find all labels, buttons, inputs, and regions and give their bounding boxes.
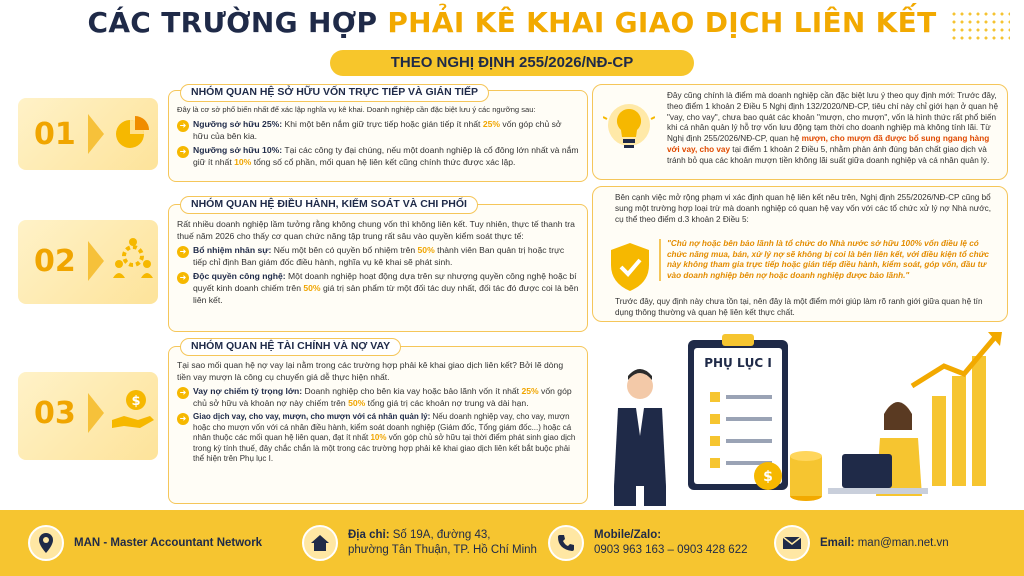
bullet-text: vốn góp chủ sở hữu tại thời điểm phát sinh giao dịch trong kỳ tính thuế, đây chắc chắn là một trong các trường hợp phải kê khai giao dịch liên kết bắt buộc phải thể hiện trên Phụ lục I. — [193, 433, 576, 463]
arrow-bullet-icon: ➜ — [177, 413, 189, 425]
bullet-item — [177, 271, 579, 306]
arrow-bullet-icon: ➜ — [177, 387, 189, 399]
arrow-right-icon — [88, 241, 104, 281]
email-label: Email: — [820, 536, 855, 549]
arrow-right-icon — [88, 393, 104, 433]
bullet-bold: Vay nợ chiếm tỷ trọng lớn: — [193, 386, 303, 397]
exclusion-intro: Bên cạnh việc mở rộng phạm vi xác định quan hệ liên kết nêu trên, Nghị định 255/2026/NĐ-CP cũng bổ sung một trường hợp loại trừ mà doanh nghiệp có quan hệ vay vốn với các tổ chức xử lý nợ Nhà nước, cụ thể theo điểm d.3 khoản 2 Điều 5: — [615, 193, 992, 224]
mail-icon — [774, 525, 810, 561]
arrow-bullet-icon: ➜ — [177, 146, 189, 158]
footer-phone — [548, 522, 747, 564]
section-card — [168, 346, 588, 504]
arrow-bullet-icon: ➜ — [177, 272, 189, 284]
phone-icon — [548, 525, 584, 561]
subtitle-band: THEO NGHỊ ĐỊNH 255/2026/NĐ-CP — [330, 50, 694, 76]
section-intro: Tại sao mối quan hệ nợ vay lại nằm trong các trường hợp phải kê khai giao dịch liên kết? Bởi lẽ dòng tiền vay mượn là công cụ chuyển giá dễ thực hiện nhất. — [177, 360, 564, 382]
email-link[interactable]: man@man.net.vn — [857, 536, 949, 549]
svg-text:$: $ — [131, 394, 141, 409]
bullet-text: Tại các công ty đại chúng, nếu một doanh nghiệp là cổ đông lớn nhất và nắm giữ ít nhất — [193, 145, 579, 167]
section-number: 02 — [34, 244, 76, 279]
section-heading: NHÓM QUAN HỆ SỞ HỮU VỐN TRỰC TIẾP VÀ GIÁN TIẾP — [180, 84, 489, 102]
bullet-text: thành viên Ban quản trị hoặc trực tiếp chỉ định Ban giám đốc điều hành, nghĩa vụ kê khai sẽ phát sinh. — [193, 245, 565, 267]
bullet-text: Nếu một bên có quyền bổ nhiệm trên — [271, 245, 418, 256]
bullet-highlight: 25% — [521, 386, 539, 397]
bullet-highlight: 25% — [482, 119, 501, 129]
bullet-text: vốn góp chủ sở hữu và khoản nợ này chiếm trên — [193, 386, 572, 408]
note-box-new-rule — [592, 84, 1008, 180]
people-network-icon — [110, 234, 156, 280]
bullet-bold: Ngưỡng sở hữu 10%: — [193, 145, 283, 156]
section-card — [168, 204, 588, 332]
bullet-text: tổng giá trị các khoản nợ trung và dài hạn. — [365, 397, 529, 408]
footer-email — [774, 522, 949, 564]
title-part-1: CÁC TRƯỜNG HỢP — [87, 6, 378, 39]
lightbulb-icon — [603, 99, 655, 159]
note-text-part: tại điểm 1 khoản 2 Điều 5, nhằm phản ánh đúng bản chất giao dịch và tránh bỏ qua các khoản mượn tiền không lãi suất giữa doanh nghiệp và cá nhân quản lý. — [667, 144, 990, 165]
page-title — [0, 6, 1024, 39]
bullet-text: Một doanh nghiệp hoạt động dựa trên sự nhượng quyền công nghệ hoặc bí quyết kinh doanh chiếm trên — [193, 271, 577, 293]
section-02 — [18, 196, 578, 334]
bullet-bold: Ngưỡng sở hữu 25%: — [193, 119, 283, 129]
brand-name: MAN - Master Accountant Network — [74, 536, 263, 549]
note-text-part: Đây cũng chính là điểm mà doanh nghiệp cần đặc biệt lưu ý theo quy định mới: Trước đây, theo điểm 1 khoản 2 Điều 5 Nghị định 132/2020/NĐ-CP, tiêu chí này chỉ giới hạn ở quan hệ "vay, cho vay", chưa bao quát các khoản "mượn, cho mượn", vốn là hình thức rất phổ biến khi cá nhân quản lý hỗ trợ vốn lưu động tạm thời cho doanh nghiệp mà không tính lãi. Từ Nghị định 255/2026/NĐ-CP, quan hệ — [667, 91, 999, 144]
title-part-2: PHẢI KÊ KHAI GIAO DỊCH LIÊN KẾT — [387, 6, 937, 39]
bullet-highlight: 10% — [370, 433, 387, 443]
arrow-bullet-icon: ➜ — [177, 246, 189, 258]
bullet-bold: Giao dịch vay, cho vay, mượn, cho mượn với cá nhân quản lý: — [193, 412, 431, 422]
bullet-bold: Bổ nhiệm nhân sự: — [193, 245, 272, 256]
bullet-text: vốn góp chủ sở hữu của bên kia. — [193, 119, 562, 141]
illustration — [592, 326, 1012, 508]
section-heading: NHÓM QUAN HỆ ĐIỀU HÀNH, KIỂM SOÁT VÀ CHI PHỐI — [180, 196, 478, 214]
note-text — [667, 91, 1001, 167]
bullet-text: tổng số cổ phần, mối quan hệ liên kết cũng chính thức được xác lập. — [251, 156, 516, 167]
bullet-item — [177, 245, 579, 268]
bullet-highlight: 50% — [348, 397, 366, 408]
bullet-item — [177, 119, 579, 142]
section-03 — [18, 338, 578, 504]
address-line-1: Số 19A, đường 43, — [392, 529, 491, 541]
bullet-text: giá trị sản phẩm từ một đối tác duy nhất, đối tác đó được coi là bên liên kết. — [193, 282, 579, 305]
home-icon — [302, 525, 338, 561]
bullet-item — [177, 145, 579, 168]
arrow-bullet-icon: ➜ — [177, 120, 189, 132]
svg-text:$: $ — [763, 469, 773, 485]
section-card — [168, 90, 588, 182]
section-01 — [18, 84, 578, 184]
section-intro: Rất nhiều doanh nghiệp lầm tưởng rằng không chung vốn thì không liên kết. Tuy nhiên, thực tế thanh tra thuế năm 2026 cho thấy cơ quan chức năng tập trung rất sâu vào quyền kiểm soát thực tế: — [177, 219, 575, 241]
address-label: Địa chỉ: — [348, 529, 390, 541]
bullet-highlight: 50% — [417, 245, 435, 256]
business-illustration — [592, 326, 1012, 508]
clipboard-title: PHỤ LỤC I — [704, 356, 772, 370]
note-box-exclusion — [592, 186, 1008, 322]
bullet-bold: Độc quyền công nghệ: — [193, 271, 286, 282]
pie-chart-icon — [110, 110, 156, 156]
bullet-highlight: 10% — [234, 156, 252, 167]
note-highlight: mượn, cho mượn đã được bổ sung ngang hàng với vay, cho vay — [667, 134, 990, 154]
location-pin-icon — [28, 525, 64, 561]
footer-brand — [28, 522, 262, 564]
exclusion-quote: "Chủ nợ hoặc bên bảo lãnh là tổ chức do Nhà nước sở hữu 100% vốn điều lệ có chức năng mua, bán, xử lý nợ sẽ không bị coi là bên liên kết, với điều kiện tổ chức này không tham gia trực tiếp hoặc gián tiếp điều hành, kiểm soát, góp vốn, đầu tư vào doanh nghiệp bên nợ hoặc doanh nghiệp được bảo lãnh." — [659, 239, 995, 281]
section-number: 03 — [34, 396, 76, 431]
footer-address — [302, 522, 537, 564]
shield-check-icon — [607, 241, 653, 293]
bullet-item — [177, 386, 579, 409]
bullet-text: Khi một bên nắm giữ trực tiếp hoặc gián tiếp ít nhất — [282, 119, 483, 129]
bullet-item — [177, 412, 579, 464]
phone-value[interactable]: 0903 963 163 – 0903 428 622 — [594, 544, 748, 556]
bullet-text: Doanh nghiệp cho bên kia vay hoặc bảo lãnh vốn ít nhất — [302, 386, 522, 397]
exclusion-outro: Trước đây, quy định này chưa tồn tại, nên đây là một điểm mới giúp làm rõ ranh giới giữa quan hệ tín dụng thông thường và quan hệ liên kết thực chất. — [615, 297, 983, 317]
address-line-2: phường Tân Thuận, TP. Hồ Chí Minh — [348, 544, 537, 556]
bullet-highlight: 50% — [303, 282, 321, 293]
section-intro: Đây là cơ sở phổ biến nhất để xác lập nghĩa vụ kê khai. Doanh nghiệp cần đặc biệt lưu ý các ngưỡng sau: — [177, 105, 536, 114]
hand-coin-icon — [110, 386, 156, 432]
footer — [0, 510, 1024, 576]
section-number: 01 — [34, 117, 76, 152]
section-heading: NHÓM QUAN HỆ TÀI CHÍNH VÀ NỢ VAY — [180, 338, 401, 356]
phone-label: Mobile/Zalo: — [594, 529, 662, 541]
arrow-right-icon — [88, 114, 104, 154]
bullet-text: Nếu doanh nghiệp vay, cho vay, mượn hoặc cho mượn vốn với cá nhân điều hành, kiểm soát doanh nghiệp (Giám đốc, Tổng giám đốc...) hoặc cá nhân thuộc các mối quan hệ liên quan, đạt ít nhất — [193, 412, 572, 443]
